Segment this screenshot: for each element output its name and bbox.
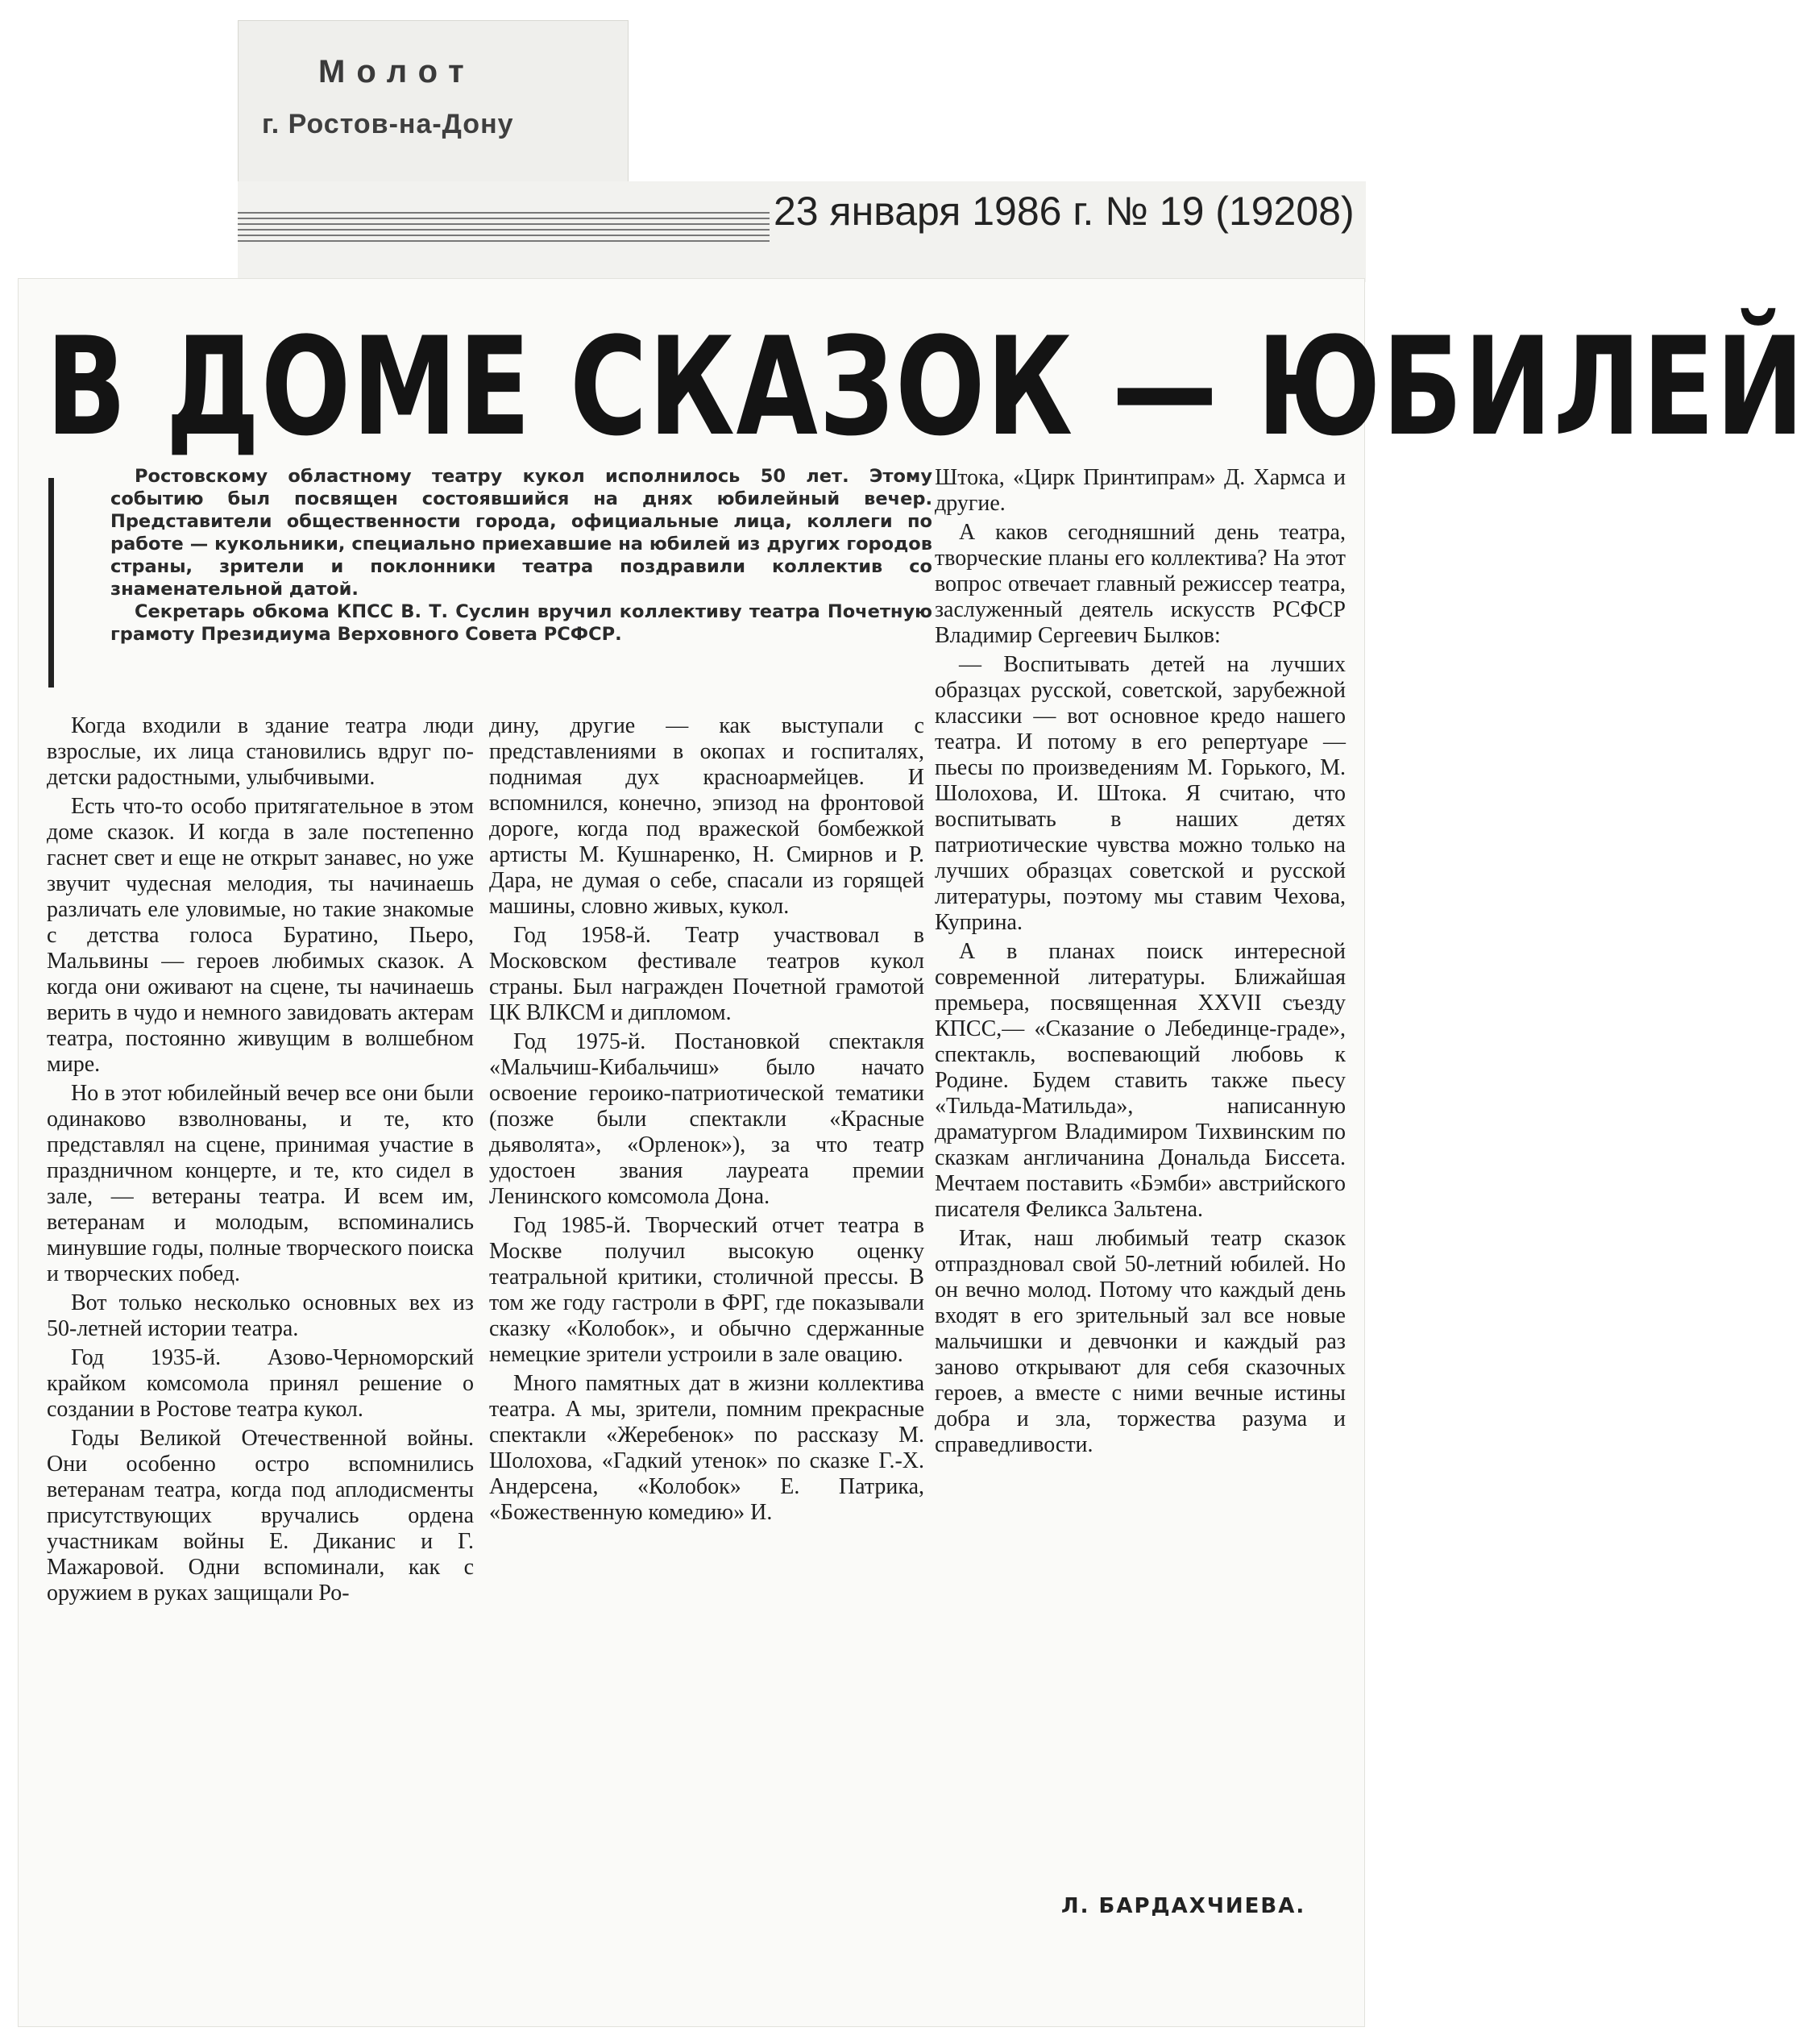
- article-column-2: [489, 713, 924, 1529]
- article-lead: [110, 465, 932, 646]
- article-column-1: [47, 713, 474, 1610]
- paragraph: Годы Великой Отечественной войны. Они особенно остро вспомнились ветеранам театра, когда под аплодисменты присутствующих вручались ордена участникам войны Е. Диканис и Г. Мажаровой. Одни вспоминали, как с оружием в руках защищали Ро-: [47, 1426, 474, 1606]
- dateline-strip: [238, 181, 1366, 282]
- newspaper-name: Молот: [318, 54, 475, 89]
- lead-marker-bar: [48, 478, 54, 688]
- lead-paragraph: Ростовскому областному театру кукол исполнилось 50 лет. Этому событию был посвящен состоявшийся на днях юбилейный вечер. Представители общественности города, официальные лица, коллеги по работе — кукольники, специально приехавшие на юбилей из других городов страны, зрители и поклонники театра поздравили коллектив со знаменательной датой.: [110, 466, 932, 600]
- paragraph: Год 1958-й. Театр участвовал в Московском фестивале театров кукол страны. Был награжден Почетной грамотой ЦК ВЛКСМ и дипломом.: [489, 923, 924, 1025]
- paragraph: А в планах поиск интересной современной литературы. Ближайшая премьера, посвященная XXVII съезду КПСС,— «Сказание о Лебединце-граде», спектакль, воспевающий любовь к Родине. Будем ставить также пьесу «Тильда-Матильда», написанную драматургом Владимиром Тихвинским по сказкам англичанина Дональда Биссета. Мечтаем поставить «Бэмби» австрийского писателя Феликса Зальтена.: [935, 939, 1346, 1222]
- paragraph: Но в этот юбилейный вечер все они были одинаково взволнованы, и те, кто представлял на сцене, принимая участие в праздничном концерте, и те, кто сидел в зале, — ветераны театра. И всем им, ветеранам и молодым, вспоминались минувшие годы, полные творческого поиска и творческих побед.: [47, 1081, 474, 1286]
- decorative-rules: [238, 212, 770, 244]
- masthead: [238, 20, 629, 193]
- author-signature: Л. БАРДАХЧИЕВА.: [1061, 1894, 1306, 1918]
- issue-date: 23 января 1986 г. № 19 (19208): [774, 189, 1355, 234]
- paragraph: — Воспитывать детей на лучших образцах русской, советской, зарубежной классики — вот основное кредо нашего театра. И потому в его репертуаре — пьесы по произведениям М. Горького, М. Шолохова, И. Штока. Я считаю, что воспитывать в наших детях патриотические чувства можно только на лучших образцах советской и русской литературы, поэтому мы ставим Чехова, Куприна.: [935, 652, 1346, 935]
- paragraph: Год 1935-й. Азово-Черноморский крайком комсомола принял решение о создании в Ростове театра кукол.: [47, 1345, 474, 1422]
- paragraph: А каков сегодняшний день театра, творческие планы его коллектива? На этот вопрос отвечает главный режиссер театра, заслуженный деятель искусств РСФСР Владимир Сергеевич Былков:: [935, 520, 1346, 648]
- paragraph: Когда входили в здание театра люди взрослые, их лица становились вдруг по-детски радостными, улыбчивыми.: [47, 713, 474, 790]
- paragraph: Вот только несколько основных вех из 50-летней истории театра.: [47, 1290, 474, 1341]
- lead-paragraph: Секретарь обкома КПСС В. Т. Суслин вручил коллективу театра Почетную грамоту Президиума Верховного Совета РСФСР.: [110, 601, 932, 645]
- paragraph: дину, другие — как выступали с представлениями в окопах и госпиталях, поднимая дух красноармейцев. И вспомнился, конечно, эпизод на фронтовой дороге, когда под вражеской бомбежкой артисты М. Кушнаренко, Н. Смирнов и Р. Дара, не думая о себе, спасали из горящей машины, словно живых, кукол.: [489, 713, 924, 919]
- newspaper-city: г. Ростов-на-Дону: [262, 109, 514, 139]
- paragraph: Год 1985-й. Творческий отчет театра в Москве получил высокую оценку театральной критики, столичной прессы. В том же году гастроли в ФРГ, где показывали сказку «Колобок», и обычно сдержанные немецкие зрители устроили в зале овацию.: [489, 1213, 924, 1367]
- article-column-3: [935, 465, 1346, 1461]
- article-headline: В ДОМЕ СКАЗОК — ЮБИЛЕЙ: [46, 308, 1805, 466]
- paragraph: Много памятных дат в жизни коллектива театра. А мы, зрители, помним прекрасные спектакли «Жеребенок» по рассказу М. Шолохова, «Гадкий утенок» по сказке Г.-Х. Андерсена, «Колобок» Е. Патрика, «Божественную комедию» И.: [489, 1371, 924, 1525]
- paragraph: Есть что-то особо притягательное в этом доме сказок. И когда в зале постепенно гаснет свет и еще не открыт занавес, но уже звучит чудесная мелодия, ты начинаешь различать еле уловимые, но такие знакомые с детства голоса Буратино, Пьеро, Мальвины — героев любимых сказок. А когда они оживают на сцене, ты начинаешь верить в чудо и немного завидовать актерам театра, постоянно живущим в волшебном мире.: [47, 794, 474, 1077]
- paragraph: Итак, наш любимый театр сказок отпраздновал свой 50-летний юбилей. Но он вечно молод. Потому что каждый день входят в его зрительный зал все новые мальчишки и девчонки и каждый раз заново открывают для себя сказочных героев, а вместе с ними вечные истины добра и зла, торжества разума и справедливости.: [935, 1226, 1346, 1457]
- paragraph: Штока, «Цирк Принтипрам» Д. Хармса и другие.: [935, 465, 1346, 516]
- article-clipping: [18, 278, 1805, 2027]
- paragraph: Год 1975-й. Постановкой спектакля «Мальчиш-Кибальчиш» было начато освоение героико-патриотической тематики (позже были спектакли «Красные дьяволята», «Орленок»), за что театр удостоен звания лауреата премии Ленинского комсомола Дона.: [489, 1029, 924, 1209]
